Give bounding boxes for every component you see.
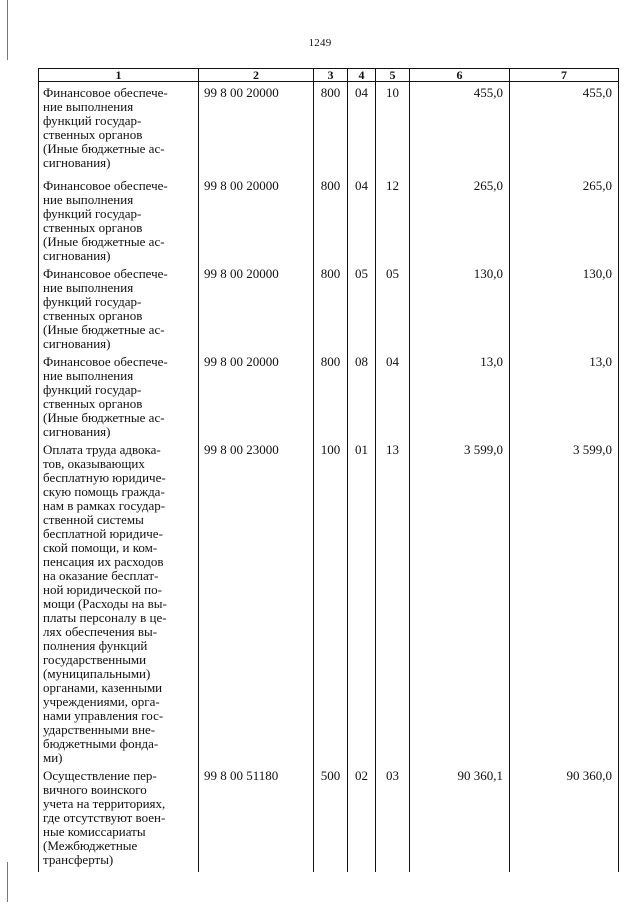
row-amount-6-cell: 13,0 xyxy=(410,351,510,439)
table-row xyxy=(39,263,619,351)
row-name-line: ственной системы xyxy=(43,511,144,527)
row-col4-cell: 04 xyxy=(348,175,376,263)
row-name-line: (Иные бюджетные ас- xyxy=(43,141,165,156)
row-name-line: лях обеспечения вы- xyxy=(43,623,158,639)
row-name-line: ственных органов xyxy=(43,307,143,323)
row-col4-cell: 05 xyxy=(348,263,376,351)
row-amount-7-cell: 265,0 xyxy=(510,175,619,263)
row-code-cell: 99 8 00 20000 xyxy=(199,82,314,175)
row-code-cell: 99 8 00 23000 xyxy=(199,439,314,765)
row-name-line: тов, оказывающих xyxy=(43,455,145,471)
row-name-line: функций государ- xyxy=(43,381,142,397)
row-name-line: (муниципальными) xyxy=(43,665,151,681)
budget-table xyxy=(38,68,619,872)
row-name-line: ние выполнения xyxy=(43,191,134,207)
row-name-line: ние выполнения xyxy=(43,279,134,295)
row-name-line: (Иные бюджетные ас- xyxy=(43,321,165,337)
row-col5-cell: 10 xyxy=(376,82,410,175)
row-code-cell: 99 8 00 20000 xyxy=(199,175,314,263)
row-name-line: государственными xyxy=(43,651,147,667)
table-row xyxy=(39,82,619,175)
row-name-line: ной юридической по- xyxy=(43,581,162,597)
row-col5-cell: 03 xyxy=(376,765,410,872)
row-name-cell xyxy=(39,175,199,263)
row-name-line: ние выполнения xyxy=(43,367,134,383)
row-col4-cell: 02 xyxy=(348,765,376,872)
row-name-line: скую помощь гражда- xyxy=(43,483,165,499)
row-name-line: нами управления гос- xyxy=(43,707,164,723)
row-name-line: сигнования) xyxy=(43,423,111,439)
row-name-cell xyxy=(39,263,199,351)
row-name-cell xyxy=(39,765,199,872)
row-name-line: функций государ- xyxy=(43,113,142,128)
row-col5-cell: 13 xyxy=(376,439,410,765)
row-name-line: органами, казенными xyxy=(43,679,163,695)
row-name-line: бюджетными фонда- xyxy=(43,735,159,751)
row-name-line: (Межбюджетные xyxy=(43,837,138,853)
row-amount-7-cell: 455,0 xyxy=(510,82,619,175)
table-body xyxy=(39,82,619,872)
table-header xyxy=(39,69,619,82)
row-amount-6-cell: 90 360,1 xyxy=(410,765,510,872)
row-col4-cell: 08 xyxy=(348,351,376,439)
row-name-line: Осуществление пер- xyxy=(43,767,157,783)
row-col3-cell: 800 xyxy=(314,351,348,439)
row-name-line: трансферты) xyxy=(43,851,114,867)
table-row xyxy=(39,175,619,263)
row-name-line: Оплата труда адвока- xyxy=(43,441,161,457)
row-name-line: мощи (Расходы на вы- xyxy=(43,595,167,611)
row-col3-cell: 800 xyxy=(314,263,348,351)
row-amount-7-cell: 130,0 xyxy=(510,263,619,351)
row-amount-6-cell: 455,0 xyxy=(410,82,510,175)
row-code-cell: 99 8 00 20000 xyxy=(199,263,314,351)
row-amount-6-cell: 3 599,0 xyxy=(410,439,510,765)
header-col-7: 7 xyxy=(510,69,619,82)
row-name-line: нам в рамках государ- xyxy=(43,497,166,513)
row-col5-cell: 12 xyxy=(376,175,410,263)
row-col5-cell: 05 xyxy=(376,263,410,351)
row-name-line: (Иные бюджетные ас- xyxy=(43,233,165,249)
header-col-6: 6 xyxy=(410,69,510,82)
row-name-line: ние выполнения xyxy=(43,99,134,114)
row-name-line: ми) xyxy=(43,749,63,765)
row-col3-cell: 100 xyxy=(314,439,348,765)
row-name-line: (Иные бюджетные ас- xyxy=(43,409,165,425)
row-code-cell: 99 8 00 51180 xyxy=(199,765,314,872)
row-name-line: функций государ- xyxy=(43,293,142,309)
table-row xyxy=(39,765,619,872)
row-name-line: полнения функций xyxy=(43,637,148,653)
row-code-cell: 99 8 00 20000 xyxy=(199,351,314,439)
row-col4-cell: 04 xyxy=(348,82,376,175)
row-name-cell xyxy=(39,82,199,175)
row-name-line: пенсация их расходов xyxy=(43,553,164,569)
table-row xyxy=(39,351,619,439)
row-col3-cell: 800 xyxy=(314,175,348,263)
row-name-line: ственных органов xyxy=(43,219,143,235)
table-row xyxy=(39,439,619,765)
row-col4-cell: 01 xyxy=(348,439,376,765)
row-name-line: Финансовое обеспече- xyxy=(43,85,168,100)
row-amount-6-cell: 130,0 xyxy=(410,263,510,351)
scan-edge-line-bottom xyxy=(7,862,8,902)
row-name-line: сигнования) xyxy=(43,335,111,351)
row-name-line: Финансовое обеспече- xyxy=(43,353,168,369)
row-name-line: вичного воинского xyxy=(43,781,147,797)
row-name-line: Финансовое обеспече- xyxy=(43,177,168,193)
row-name-line: бесплатную юридиче- xyxy=(43,469,166,485)
row-name-line: на оказание бесплат- xyxy=(43,567,159,583)
row-amount-6-cell: 265,0 xyxy=(410,175,510,263)
row-name-line: где отсутствуют воен- xyxy=(43,809,166,825)
header-row xyxy=(39,69,619,82)
row-name-line: платы персоналу в це- xyxy=(43,609,167,625)
row-name-line: бесплатной юридиче- xyxy=(43,525,163,541)
row-name-line: ударственными вне- xyxy=(43,721,156,737)
row-name-line: функций государ- xyxy=(43,205,142,221)
header-col-4: 4 xyxy=(348,69,376,82)
header-col-3: 3 xyxy=(314,69,348,82)
row-name-line: ственных органов xyxy=(43,395,143,411)
row-amount-7-cell: 3 599,0 xyxy=(510,439,619,765)
row-col3-cell: 800 xyxy=(314,82,348,175)
row-col5-cell: 04 xyxy=(376,351,410,439)
page-number: 1249 xyxy=(308,37,332,49)
row-name-line: ные комиссариаты xyxy=(43,823,146,839)
header-col-2: 2 xyxy=(199,69,314,82)
row-amount-7-cell: 13,0 xyxy=(510,351,619,439)
header-col-5: 5 xyxy=(376,69,410,82)
row-name-cell xyxy=(39,439,199,765)
row-name-line: сигнования) xyxy=(43,247,111,263)
row-name-line: ственных органов xyxy=(43,127,143,142)
row-name-line: сигнования) xyxy=(43,155,111,170)
header-col-1: 1 xyxy=(39,69,199,82)
row-name-cell xyxy=(39,351,199,439)
scan-edge-line-top xyxy=(7,0,8,60)
row-amount-7-cell: 90 360,0 xyxy=(510,765,619,872)
row-name-line: учета на территориях, xyxy=(43,795,166,811)
row-name-line: ской помощи, и ком- xyxy=(43,539,158,555)
row-name-line: Финансовое обеспече- xyxy=(43,265,168,281)
row-name-line: учреждениями, орга- xyxy=(43,693,160,709)
row-col3-cell: 500 xyxy=(314,765,348,872)
